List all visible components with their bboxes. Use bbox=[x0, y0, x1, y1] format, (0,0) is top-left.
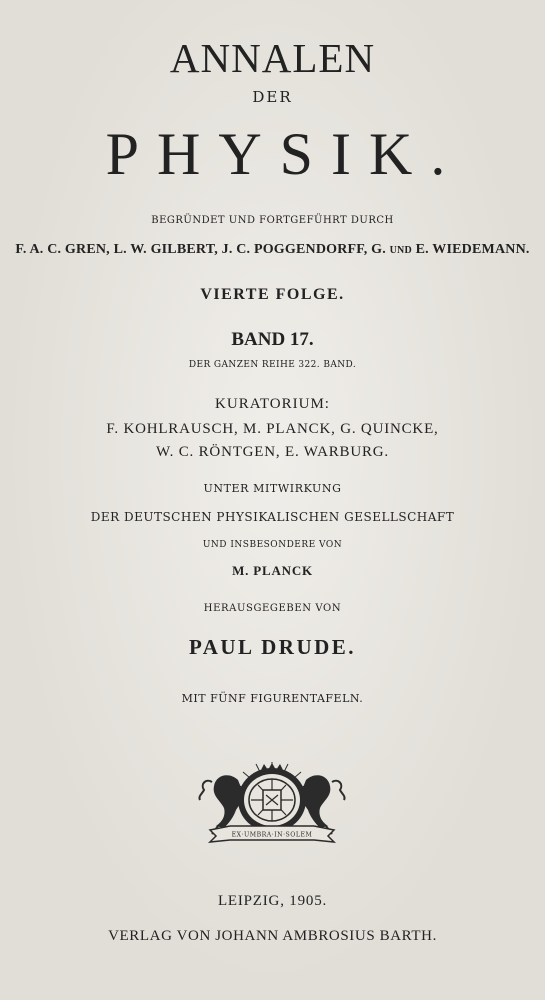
society-name: DER DEUTSCHEN PHYSIKALISCHEN GESELLSCHAFT bbox=[90, 510, 455, 524]
series-label: VIERTE FOLGE. bbox=[200, 286, 345, 303]
founders-main: F. A. C. GREN, L. W. GILBERT, J. C. POGGENDORFF, G. bbox=[15, 242, 386, 257]
founders-last: E. WIEDEMANN. bbox=[415, 242, 530, 257]
board-names-line1: F. KOHLRAUSCH, M. PLANCK, G. QUINCKE, bbox=[106, 421, 439, 437]
emblem-motto: EX·UMBRA·IN·SOLEM bbox=[231, 831, 313, 839]
founded-by-label: BEGRÜNDET UND FORTGEFÜHRT DURCH bbox=[151, 215, 394, 226]
collaborator-name: M. PLANCK bbox=[232, 563, 313, 578]
title-physik: PHYSIK. bbox=[105, 121, 464, 187]
plates-note: MIT FÜNF FIGURENTAFELN. bbox=[181, 692, 364, 705]
founders-line bbox=[0, 242, 545, 258]
board-label: KURATORIUM: bbox=[215, 396, 330, 412]
editor-name: PAUL DRUDE. bbox=[188, 635, 357, 659]
volume-subtitle: DER GANZEN REIHE 322. BAND. bbox=[188, 360, 357, 370]
board-names-line2: W. C. RÖNTGEN, E. WARBURG. bbox=[156, 444, 389, 460]
especially-label: UND INSBESONDERE VON bbox=[202, 540, 343, 550]
founders-und: UND bbox=[389, 245, 412, 256]
title-der: DER bbox=[252, 88, 293, 106]
title-annalen: ANNALEN bbox=[169, 35, 376, 81]
imprint-publisher: VERLAG VON JOHANN AMBROSIUS BARTH. bbox=[108, 928, 437, 944]
publisher-emblem-icon bbox=[172, 760, 372, 850]
edited-by-label: HERAUSGEGEBEN VON bbox=[203, 603, 342, 614]
collaboration-label: UNTER MITWIRKUNG bbox=[203, 482, 342, 495]
volume-label: BAND 17. bbox=[231, 329, 314, 350]
imprint-place-year: LEIPZIG, 1905. bbox=[217, 893, 328, 909]
